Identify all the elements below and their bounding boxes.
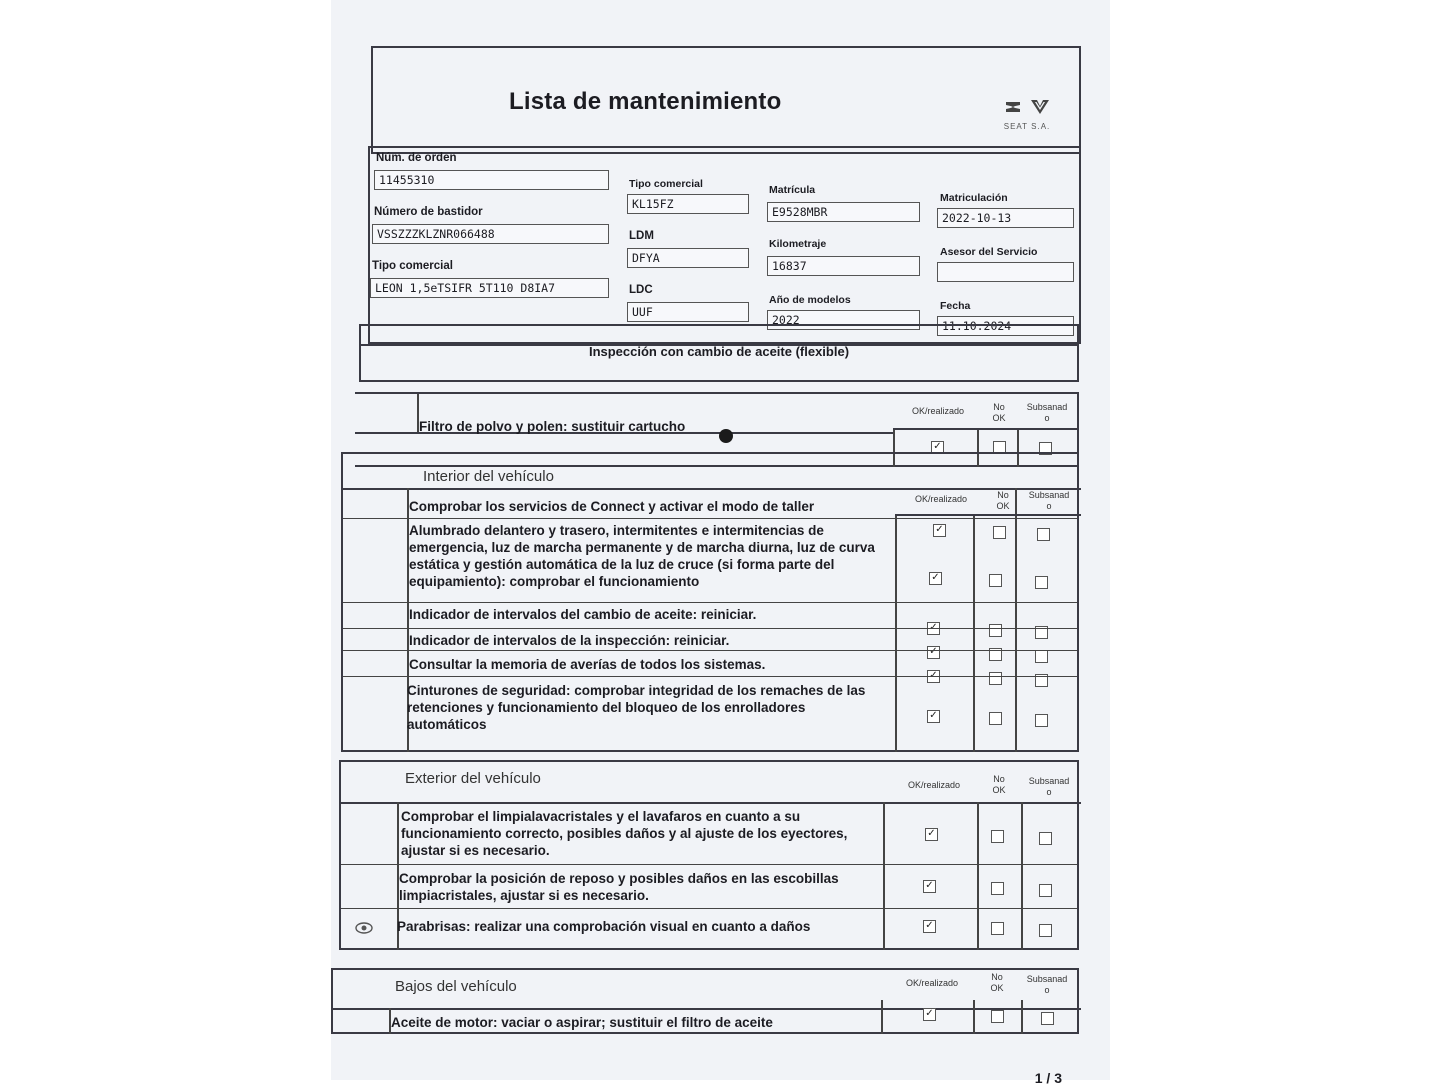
- interior-title: Interior del vehículo: [423, 468, 554, 485]
- filter-ok-checkbox[interactable]: ✓: [931, 441, 944, 454]
- cupra-logo-icon: [1030, 98, 1050, 116]
- exterior-item-subsanado-checkbox[interactable]: [1039, 832, 1052, 845]
- vehicle-info-box: [368, 146, 1081, 344]
- underbody-item-ok-checkbox[interactable]: ✓: [923, 1008, 936, 1021]
- order-number-label: Núm. de orden: [376, 152, 457, 164]
- exterior-item-text: Parabrisas: realizar una comprobación visual en cuanto a daños: [397, 919, 811, 934]
- mileage-label: Kilometraje: [769, 238, 827, 250]
- col-subsanado-header: Subsanad o: [1026, 402, 1068, 423]
- page-number: 1 / 3: [1034, 1070, 1062, 1086]
- interior-item-subsanado-checkbox[interactable]: [1035, 650, 1048, 663]
- interior-item-text: Indicador de intervalos de la inspección: reiniciar.: [409, 633, 730, 648]
- exterior-col-no-ok: No OK: [992, 774, 1006, 795]
- underbody-item-text: Aceite de motor: vaciar o aspirar; sustituir el filtro de aceite: [391, 1015, 773, 1030]
- ldm-label: LDM: [629, 230, 654, 242]
- col-no-ok-header: No OK: [992, 402, 1006, 423]
- ldc-field: UUF: [627, 302, 749, 322]
- exterior-item-ok-checkbox[interactable]: ✓: [923, 880, 936, 893]
- exterior-item-ok-checkbox[interactable]: ✓: [925, 828, 938, 841]
- model-code-field: KL15FZ: [627, 194, 749, 214]
- date-field: 11.10.2024: [937, 316, 1074, 336]
- exterior-col-ok: OK/realizado: [907, 780, 961, 790]
- underbody-title: Bajos del vehículo: [395, 978, 517, 995]
- interior-item-text: Consultar la memoria de averías de todos los sistemas.: [409, 657, 766, 672]
- service-advisor-field: [937, 262, 1074, 282]
- eye-icon: [355, 922, 373, 934]
- blank-bar: [359, 324, 1079, 346]
- exterior-section: [339, 760, 1079, 950]
- model-year-label: Año de modelos: [769, 294, 851, 306]
- underbody-col-subsanado: Subsanad o: [1026, 974, 1068, 995]
- interior-col-no-ok: No OK: [996, 490, 1010, 511]
- registration-date-label: Matriculación: [940, 192, 1008, 204]
- interior-item-no-ok-checkbox[interactable]: [989, 712, 1002, 725]
- exterior-item-text: Comprobar el limpialavacristales y el lavafaros en cuanto a su funcionamiento correcto, posibles daños y al ajuste de los eyectores, ajustar si es necesario.: [401, 809, 848, 858]
- interior-item-subsanado-checkbox[interactable]: [1035, 714, 1048, 727]
- interior-item-text: Alumbrado delantero y trasero, intermitentes e intermitencias de emergencia, luz de marcha permanente y de marcha diurna, luz de curva estática y gestión automática de la luz de cruce (si forma parte del equipamiento): comprobar el funcionamiento: [409, 523, 875, 589]
- inspection-title: Inspección con cambio de aceite (flexible): [588, 344, 850, 359]
- interior-item-ok-checkbox[interactable]: ✓: [927, 646, 940, 659]
- exterior-item-text: Comprobar la posición de reposo y posibles daños en las escobillas limpiacristales, ajustar si es necesario.: [399, 871, 839, 903]
- document-title: Lista de mantenimiento: [509, 88, 782, 115]
- model-code-label: Tipo comercial: [629, 178, 703, 190]
- interior-col-ok: OK/realizado: [914, 494, 968, 504]
- document-sheet: [331, 0, 1110, 1086]
- interior-item-no-ok-checkbox[interactable]: [989, 574, 1002, 587]
- interior-item-no-ok-checkbox[interactable]: [993, 526, 1006, 539]
- interior-item-no-ok-checkbox[interactable]: [989, 624, 1002, 637]
- exterior-col-subsanado: Subsanad o: [1028, 776, 1070, 797]
- plate-field: E9528MBR: [767, 202, 920, 222]
- interior-section: [341, 452, 1079, 752]
- model-description-field: LEON 1,5eTSIFR 5T110 D8IA7: [370, 278, 609, 298]
- interior-item-text: Indicador de intervalos del cambio de aceite: reiniciar.: [409, 607, 757, 622]
- underbody-item-no-ok-checkbox[interactable]: [991, 1010, 1004, 1023]
- exterior-item-no-ok-checkbox[interactable]: [991, 922, 1004, 935]
- ldm-field: DFYA: [627, 248, 749, 268]
- ldc-label: LDC: [629, 284, 653, 296]
- brand-label: SEAT S.A.: [1003, 122, 1051, 131]
- interior-item-ok-checkbox[interactable]: ✓: [929, 572, 942, 585]
- underbody-section: [331, 968, 1079, 1034]
- bullet-dot-icon: [719, 429, 733, 443]
- exterior-item-subsanado-checkbox[interactable]: [1039, 924, 1052, 937]
- model-description-label: Tipo comercial: [372, 260, 453, 272]
- filter-item-text: Filtro de polvo y polen: sustituir cartucho: [419, 419, 686, 434]
- underbody-item-subsanado-checkbox[interactable]: [1041, 1012, 1054, 1025]
- inspection-title-bar: [359, 344, 1079, 382]
- interior-item-text: Cinturones de seguridad: comprobar integridad de los remaches de las retenciones y funcionamiento del bloqueo de los enrolladores automáticos: [407, 683, 866, 732]
- interior-item-ok-checkbox[interactable]: ✓: [927, 670, 940, 683]
- registration-date-field: 2022-10-13: [937, 208, 1074, 228]
- exterior-item-no-ok-checkbox[interactable]: [991, 882, 1004, 895]
- interior-item-subsanado-checkbox[interactable]: [1035, 576, 1048, 589]
- brand-block: [997, 98, 1057, 131]
- model-year-field: 2022: [767, 310, 920, 330]
- underbody-col-ok: OK/realizado: [905, 978, 959, 988]
- interior-col-subsanado: Subsanad o: [1028, 490, 1070, 511]
- exterior-title: Exterior del vehículo: [405, 770, 541, 787]
- exterior-item-subsanado-checkbox[interactable]: [1039, 884, 1052, 897]
- plate-label: Matrícula: [769, 184, 816, 196]
- underbody-col-no-ok: No OK: [990, 972, 1004, 993]
- service-advisor-label: Asesor del Servicio: [940, 246, 1038, 258]
- date-label: Fecha: [940, 300, 971, 312]
- col-ok-header: OK/realizado: [911, 406, 965, 416]
- interior-item-text: Comprobar los servicios de Connect y activar el modo de taller: [409, 499, 815, 514]
- seat-logo-icon: [1004, 98, 1022, 116]
- interior-item-subsanado-checkbox[interactable]: [1037, 528, 1050, 541]
- exterior-item-ok-checkbox[interactable]: ✓: [923, 920, 936, 933]
- exterior-item-no-ok-checkbox[interactable]: [991, 830, 1004, 843]
- vin-label: Número de bastidor: [374, 206, 483, 218]
- interior-item-ok-checkbox[interactable]: ✓: [927, 710, 940, 723]
- interior-item-ok-checkbox[interactable]: ✓: [927, 622, 940, 635]
- order-number-field: 11455310: [374, 170, 609, 190]
- vin-field: VSSZZZKLZNR066488: [372, 224, 609, 244]
- interior-item-ok-checkbox[interactable]: ✓: [933, 524, 946, 537]
- header-box: [371, 46, 1081, 154]
- mileage-field: 16837: [767, 256, 920, 276]
- interior-item-no-ok-checkbox[interactable]: [989, 672, 1002, 685]
